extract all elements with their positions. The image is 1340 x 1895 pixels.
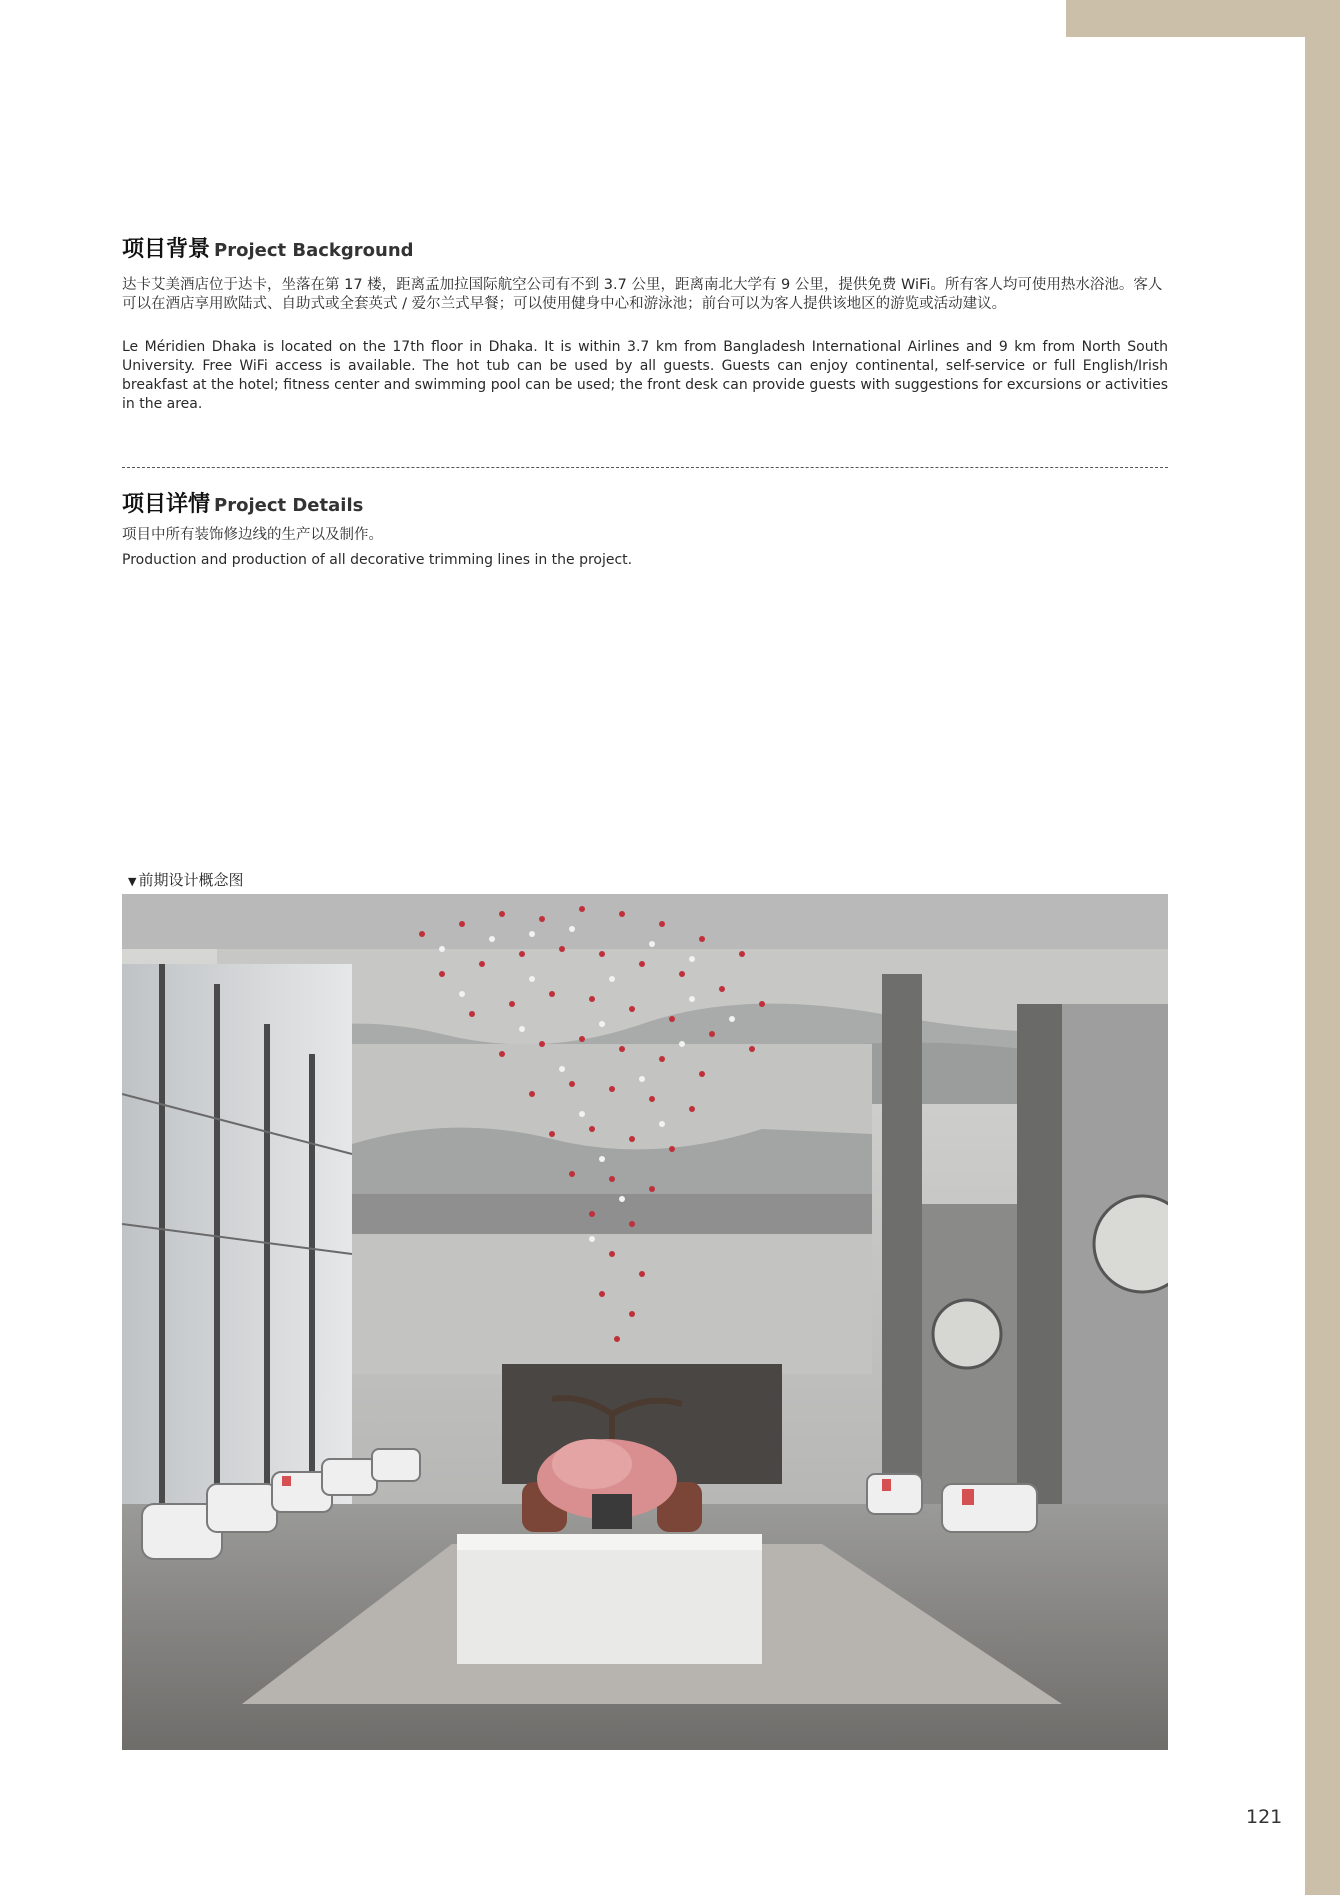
details-heading <box>122 487 363 518</box>
details-title-zh: 项目详情 <box>122 492 211 517</box>
side-accent-band <box>1305 0 1340 1895</box>
details-text-zh: 项目中所有装饰修边线的生产以及制作。 <box>122 527 383 543</box>
figure-caption <box>128 869 243 890</box>
triangle-down-icon: ▼ <box>128 875 137 888</box>
background-title-en: Project Background <box>214 240 414 261</box>
figure-caption-text: 前期设计概念图 <box>138 871 244 889</box>
lobby-illustration <box>122 894 1168 1750</box>
background-title-zh: 项目背景 <box>122 237 211 262</box>
details-text-en: Production and production of all decorative trimming lines in the project. <box>122 552 633 568</box>
lobby-concept-photo <box>122 894 1168 1750</box>
section-divider <box>122 467 1168 468</box>
page-number: 121 <box>1246 1806 1283 1828</box>
background-text-zh: 达卡艾美酒店位于达卡，坐落在第 17 楼，距离孟加拉国际航空公司有不到 3.7 公里，距离南北大学有 9 公里，提供免费 WiFi。所有客人均可使用热水浴池。客人可以在酒店享用欧陆式、自助式或全套英式 / 爱尔兰式早餐；可以使用健身中心和游泳池；前台可以为客人提供该地区的游览或活动建议。 <box>122 277 1163 312</box>
background-text-en: Le Méridien Dhaka is located on the 17th floor in Dhaka. It is within 3.7 km from Bangladesh International Airlines and 9 km from North South University. Free WiFi access is available. The hot tub can be used by all guests. Guests can enjoy continental, self-service or full English/Irish breakfast at the hotel; fitness center and swimming pool can be used; the front desk can provide guests with suggestions for excursions or activities in the area. <box>122 339 1168 412</box>
background-heading <box>122 232 414 263</box>
top-accent-tab <box>1066 0 1306 37</box>
details-title-en: Project Details <box>214 495 364 516</box>
